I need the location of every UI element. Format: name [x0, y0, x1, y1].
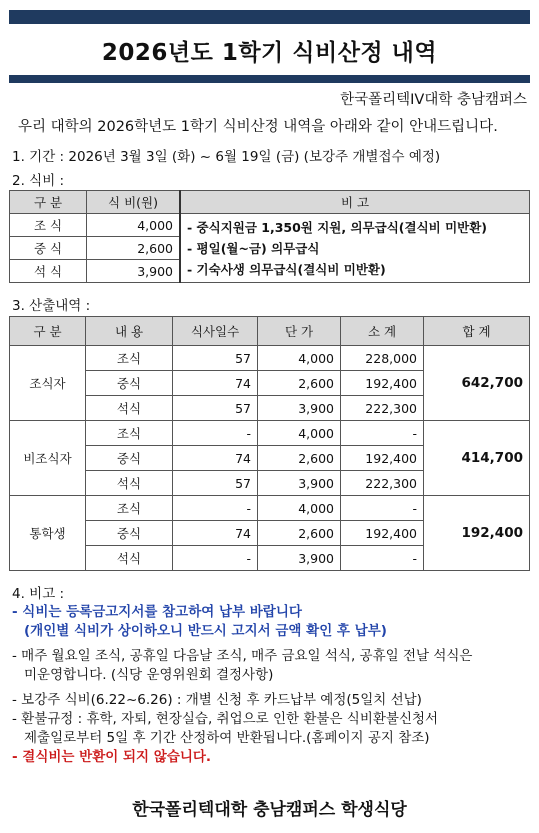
note-makeup-week: - 보강주 식비(6.22~6.26) : 개별 신청 후 카드납부 예정(5일치 선납) [12, 692, 422, 708]
calc-days: 57 [173, 471, 258, 496]
calc-header-category: 구 분 [10, 317, 86, 346]
calc-price: 2,600 [258, 521, 341, 546]
calc-price: 3,900 [258, 396, 341, 421]
section-period: 1. 기간 : 2026년 3월 3일 (화) ~ 6월 19일 (금) (보강주 개별접수 예정) [12, 149, 441, 165]
table-row [10, 496, 530, 521]
fee-header-remarks: 비 고 [180, 191, 530, 214]
calc-days: - [173, 546, 258, 571]
note-schedule: - 매주 월요일 조식, 공휴일 다음날 조식, 매주 금요일 석식, 공휴일 전날 석식은 [12, 648, 473, 664]
calc-meal: 중식 [86, 521, 173, 546]
section-notes-heading: 4. 비고 : [12, 586, 65, 602]
footer-cafeteria: 한국폴리텍대학 충남캠퍼스 학생식당 [132, 800, 407, 820]
calc-group-name: 조식자 [10, 346, 86, 421]
calc-total: 414,700 [424, 421, 530, 496]
fee-header-category: 구 분 [10, 191, 87, 214]
fee-table [9, 190, 530, 283]
calc-header-subtotal: 소 계 [341, 317, 424, 346]
fee-label: 조 식 [10, 214, 87, 237]
fee-remark-line: - 중식지원금 1,350원 지원, 의무급식(결식비 미반환) [187, 219, 488, 235]
calc-days: 74 [173, 371, 258, 396]
calc-subtotal: - [341, 496, 424, 521]
calc-days: 74 [173, 521, 258, 546]
calc-price: 3,900 [258, 546, 341, 571]
calc-meal: 조식 [86, 421, 173, 446]
fee-remark-line: - 기숙사생 의무급식(결식비 미반환) [187, 261, 386, 277]
calc-group-name: 비조식자 [10, 421, 86, 496]
calc-days: 57 [173, 346, 258, 371]
calc-total: 192,400 [424, 496, 530, 571]
calc-subtotal: 228,000 [341, 346, 424, 371]
calc-subtotal: - [341, 546, 424, 571]
table-row [10, 346, 530, 371]
calc-days: 57 [173, 396, 258, 421]
calc-subtotal: - [341, 421, 424, 446]
calc-subtotal: 222,300 [341, 396, 424, 421]
calc-header-content: 내 용 [86, 317, 173, 346]
calc-days: - [173, 421, 258, 446]
calc-meal: 석식 [86, 471, 173, 496]
calc-group-name: 통학생 [10, 496, 86, 571]
notes-block [12, 603, 472, 767]
calc-header-days: 식사일수 [173, 317, 258, 346]
table-row [10, 421, 530, 446]
fee-label: 석 식 [10, 260, 87, 283]
intro-text: 우리 대학의 2026학년도 1학기 식비산정 내역을 아래와 같이 안내드립니다. [18, 119, 498, 135]
note-payment-detail: (개인별 식비가 상이하오니 반드시 고지서 금액 확인 후 납부) [24, 623, 387, 639]
title-underline-bar [9, 75, 530, 83]
calc-price: 3,900 [258, 471, 341, 496]
note-no-refund: - 결식비는 반환이 되지 않습니다. [12, 749, 212, 765]
fee-remark-line: - 평일(월~금) 의무급식 [187, 240, 320, 256]
calc-meal: 조식 [86, 346, 173, 371]
calc-meal: 조식 [86, 496, 173, 521]
note-schedule-detail: 미운영합니다. (식당 운영위원회 결정사항) [24, 667, 274, 683]
calc-price: 4,000 [258, 421, 341, 446]
calc-price: 4,000 [258, 496, 341, 521]
section-fee-heading: 2. 식비 : [12, 173, 65, 189]
calc-header-unit-price: 단 가 [258, 317, 341, 346]
note-refund: - 환불규정 : 휴학, 자퇴, 현장실습, 취업으로 인한 환불은 식비환불신청서 [12, 711, 439, 727]
calc-price: 2,600 [258, 446, 341, 471]
fee-price: 3,900 [87, 260, 181, 283]
top-decor-bar [9, 10, 530, 24]
note-payment: - 식비는 등록금고지서를 참고하여 납부 바랍니다 [12, 604, 302, 620]
calc-meal: 석식 [86, 546, 173, 571]
fee-label: 중 식 [10, 237, 87, 260]
calc-table-header [10, 317, 530, 346]
calc-table [9, 316, 530, 571]
calc-total: 642,700 [424, 346, 530, 421]
fee-remarks [180, 214, 530, 283]
calc-header-total: 합 계 [424, 317, 530, 346]
calc-meal: 석식 [86, 396, 173, 421]
calc-price: 2,600 [258, 371, 341, 396]
page-title: 2026년도 1학기 식비산정 내역 [101, 40, 438, 66]
section-calc-heading: 3. 산출내역 : [12, 298, 91, 314]
calc-meal: 중식 [86, 446, 173, 471]
table-row [10, 214, 530, 237]
calc-days: 74 [173, 446, 258, 471]
calc-subtotal: 192,400 [341, 446, 424, 471]
fee-table-header [10, 191, 530, 214]
note-refund-detail: 제출일로부터 5일 후 기간 산정하여 반환됩니다.(홈페이지 공지 참조) [24, 730, 430, 746]
calc-subtotal: 192,400 [341, 371, 424, 396]
fee-price: 2,600 [87, 237, 181, 260]
calc-days: - [173, 496, 258, 521]
calc-price: 4,000 [258, 346, 341, 371]
fee-price: 4,000 [87, 214, 181, 237]
school-name: 한국폴리텍IV대학 충남캠퍼스 [340, 92, 527, 108]
calc-meal: 중식 [86, 371, 173, 396]
calc-subtotal: 222,300 [341, 471, 424, 496]
fee-header-price: 식 비(원) [87, 191, 181, 214]
calc-subtotal: 192,400 [341, 521, 424, 546]
